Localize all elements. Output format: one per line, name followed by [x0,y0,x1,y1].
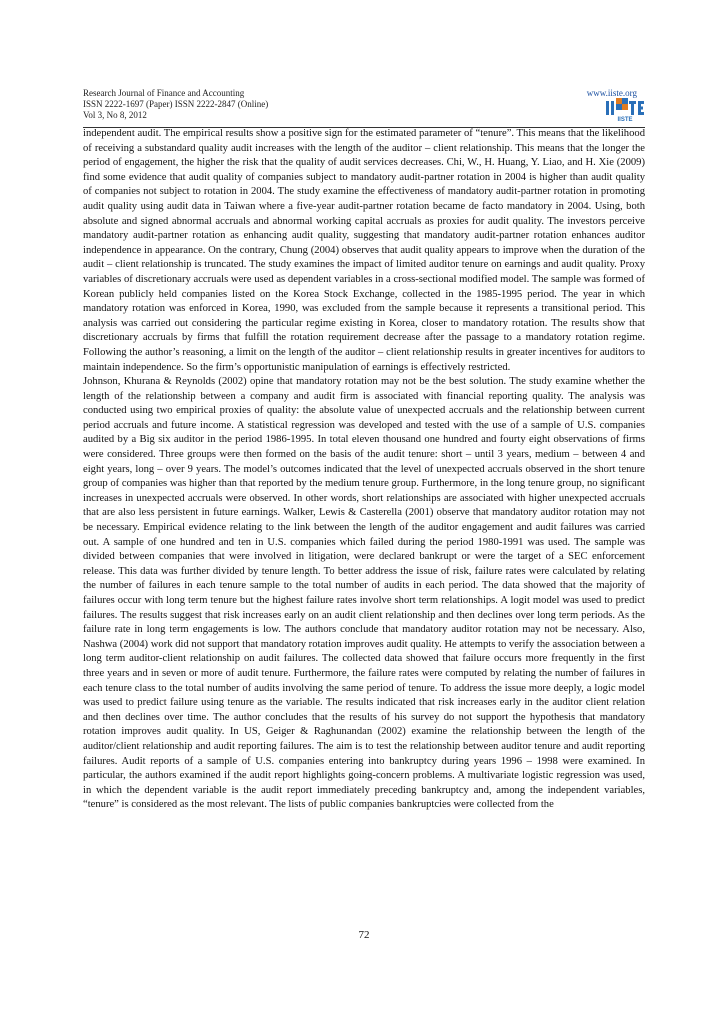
iiste-logo-icon [605,97,645,122]
journal-name: Research Journal of Finance and Accounting [83,88,245,98]
logo-text: IISTE [617,117,633,122]
page-number: 72 [358,929,370,941]
body-text [83,127,645,813]
journal-info [83,88,268,121]
issn-line: ISSN 2222-1697 (Paper) ISSN 2222-2847 (Online) [83,99,269,109]
paragraph: Johnson, Khurana & Reynolds (2002) opine that mandatory rotation may not be the best solution. The study examine whether the length of the relationship between a company and audit firm is associated with financial reporting quality. The analysis was conducted using two empirical proxies of quality: the absolute value of unexpected accruals and the relationship between current period accruals and future income. A statistical regression was developed and tested with the use of a sample of U.S. companies audited by a Big six auditor in the period 1986-1995. In total eleven thousand one hundred and fourty eight observations of firms were considered. Three groups were then formed on the basis of the audit tenure: short – until 3 years, medium – between 4 and eight years, long – over 9 years. The model’s outcomes indicated that the level of unexpected accruals observed in the short tenure group of companies was higher than that reported by the medium tenure group. Furthermore, in the long tenure group, no significant increases in unexpected accruals were observed. In other words, short relationships are associated with higher unexpected accruals that are also less persistent in future earnings. Walker, Lewis & Casterella (2001) observe that mandatory auditor rotation may not be necessary. Empirical evidence relating to the link between the length of the auditor engagement and audit failures was carried out. A sample of one hundred and ten in U.S. companies which failed during the period 1980-1991 was used. The sample was divided between companies that were involved in litigation, were declared bankrupt or were the target of a SEC enforcement release. This data was further divided by tenure length. To better address the issue of risk, failure rates were calculated by relating the number of failures in each tenure sample to the total number of audits in each period. The data showed that the majority of failures occur with long term tenure but the highest failure rates involve short term relationships. A logit model was used to predict failures. The results suggest that risk increases early on an audit client relationship and then declines over long term periods. As the failure rate in long term engagements is low. The authors conclude that mandatory auditor rotation may not be necessary. Also, Nashwa (2004) work did not support that mandatory rotation improves audit quality. He attempts to verify the association between a long term auditor-client relationship on audit failures. The collected data showed that failure occurs more frequently in the first three years and in seven or more of audit tenure. Furthermore, the failure rates were computed by relating the number of failures in each tenure class to the total number of audits involving the same period of tenure. To address the issue more deeply, a logic model was used to predict failure using tenure as the variable. The results indicated that risk increases early in the auditor client relation and then declines over time. The author concludes that the results of his survey do not support the hypothesis that mandatory rotation improves audit quality. In US, Geiger & Raghunandan (2002) examine the relationship between the length of the auditor/client relationship and audit reporting failures. The aim is to test the relationship between auditor tenure and audit reporting failures. Audit reports of a sample of U.S. companies entering into bankruptcy during years 1996 – 1998 were examined. In particular, the authors examined if the audit report highlights going-concern problems. A multivariate logistic regression was used, in which the dependent variable is the audit report immediately preceding bankruptcy and, among the independent variables, “tenure” is considered as the most relevant. The lists of public companies bankruptcies were collected from the [83,376,645,811]
website-link[interactable]: www.iiste.org [586,88,637,98]
volume-line: Vol 3, No 8, 2012 [83,110,147,120]
paragraph: independent audit. The empirical results show a positive sign for the estimated parameter of “tenure”. This means that the likelihood of receiving a substandard quality audit increases with the length of the auditor – client relationship. This means that the longer the period of engagement, the higher the risk that the quality of audit services decreases. Chi, W., H. Huang, Y. Liao, and H. Xie (2009) find some evidence that audit quality of companies subject to mandatory audit-partner rotation in 2004 is higher than audit quality of companies not subject to rotation in 2004. The study examine the effectiveness of mandatory audit-partner rotation in promoting audit quality using audit data in Taiwan where a five-year audit-partner rotation became de facto mandatory in 2004. Using, both absolute and signed abnormal accruals and abnormal working capital accruals as proxies for audit quality. The investors perceive mandatory audit-partner rotation as enhancing audit quality, suggesting that mandatory audit-partner rotation enhances auditor independence in appearance. On the contrary, Chung (2004) observes that audit quality appears to improve when the duration of the audit – client relationship is truncated. The study examines the impact of limited auditor tenure on earnings and audit quality. Proxy variables of discretionary accruals were used as dependent variables in a cross-sectional modified model. The sample was formed of Korean publicly held companies listed on the Korea Stock Exchange, collected in the 1985-1995 period. The year in which mandatory rotation was enforced in Korea, 1990, was excluded from the sample because it represents a transitional period. This analysis was carried out considering the particular regime existing in Korea, closer to mandatory rotation. The results show that discretionary accruals by firms that fulfill the rotation requirement decrease after the passage to a mandatory rotation regime. Following the author’s reasoning, a limit on the length of the auditor – client relationship results in greater incentives for auditors to maintain independence. So the firm’s opportunistic manipulation of earnings is effectively restricted. [83,128,645,373]
running-header [83,88,645,126]
